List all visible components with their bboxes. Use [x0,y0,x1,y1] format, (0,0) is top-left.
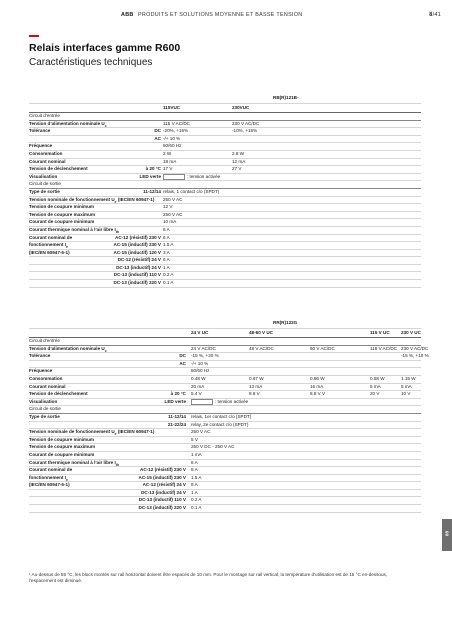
cell-value: 1 mA [191,451,202,457]
cell-value: -20%, +15% [163,128,189,134]
column-header: 115VUC [163,104,181,110]
cell-value: -10%, +15% [232,128,258,134]
spec-table-rb121b [29,94,421,288]
label-subscript: e [66,245,68,249]
table-row [29,174,421,182]
row-label [29,399,57,406]
cell-value: 8 A [191,482,198,488]
table-row [29,467,421,475]
table-row [29,204,421,212]
section-heading [29,406,421,414]
cell-value: 6 A [163,257,170,263]
row-qualifier: DC-13 (inductif) 24 V [141,489,186,495]
table-row [29,452,421,460]
row-qualifier: DC-13 (inductif) 110 V [113,272,161,278]
row-label [29,353,50,360]
table-row [29,361,421,369]
table-row [29,121,421,129]
section-tab: 08 [442,519,452,551]
row-label [29,212,95,219]
cell-value: 8.8 V [249,391,260,397]
column-header: 48-60 V UC [249,329,274,335]
column-header-row [29,329,421,339]
row-qualifier: 21-22/24 [167,421,186,427]
model-name: RB(R)121B- [273,95,299,100]
row-label [29,166,88,173]
row-qualifier: DC-13 (inductif) 24 V [116,264,161,270]
row-label [29,174,57,181]
row-label: (IEC/EN 60947-5-1) [29,482,70,488]
cell-value: 1.5 A [163,242,174,248]
label-text: Consommation [29,150,63,156]
table-row [29,345,429,354]
table-row [29,257,421,265]
row-qualifier: AC [179,360,186,366]
page-subtitle: Caractéristiques techniques [29,57,153,68]
row-qualifier: AC-12 (résistif) 230 V [115,234,161,240]
table-row [29,219,421,227]
label-text: Type de sortie [29,413,60,419]
led-cell [191,399,248,406]
label-subscript: e [114,432,117,437]
table-row [29,128,421,136]
label-text: Tension d’alimentation nominale U [29,345,105,351]
cell-value: 5 V [191,436,198,442]
table-row [29,250,421,258]
row-qualifier: AC-15 (inductif) 120 V [113,249,161,255]
cell-value: 8 A [191,459,198,465]
cell-value: 10 mA [163,219,177,225]
label-text: Type de sortie [29,188,60,194]
cell-value: relais, 1er contact c/o (SPDT) [191,413,252,419]
brand-name: ABB [121,12,134,18]
cell-value: 1 A [163,264,170,270]
cell-value: 2.8 W [232,150,244,156]
cell-value: 1 A [191,489,198,495]
model-header-row [29,94,421,104]
label-text: Tension nominale de fonctionnement U [29,196,115,202]
row-label [29,437,94,444]
cell-value: -15 %, +20 % [191,353,219,359]
row-qualifier: DC [154,128,161,134]
row-label: Courant nominal de [29,467,73,473]
cell-value: 0.67 W [249,375,264,381]
row-qualifier: AC-15 (inductif) 230 V [113,242,161,248]
cell-value: 0.48 W [191,375,206,381]
label-text-suffix: (IEC/EN 60947-1) [116,429,155,435]
table-row [29,505,421,513]
label-text-suffix: (IEC/EN 60947-1) [116,196,155,202]
cell-value: 0.1 A [163,280,174,286]
row-qualifier: LED verte [139,173,161,179]
cell-value: 10 V [401,391,411,397]
row-label [29,151,62,158]
cell-value: 27 V [232,166,242,172]
section-heading [29,181,421,189]
cell-value: 17 V [163,166,173,172]
cell-value: 0.2 A [163,272,174,278]
label-text: Tension de coupure maximum [29,444,96,450]
led-swatch [163,174,185,180]
row-qualifier: DC-13 (inductif) 110 V [138,497,186,503]
row-label [29,414,60,421]
table-row [29,265,421,273]
cell-value: 1.5 A [191,474,202,480]
cell-value: 6 A [163,234,170,240]
cell-value: 3 A [163,249,170,255]
table-row [29,460,421,468]
table-row [29,437,421,445]
cell-value: 230 V AC/DC [401,345,429,351]
row-qualifier: DC [179,353,186,359]
cell-value: 0.1 A [191,505,202,511]
table-row [29,391,421,399]
table-row [29,235,421,243]
spec-table-rr122g [29,319,429,513]
cell-value: 115 V AC/DC [163,120,190,126]
cell-value: 12 V [163,204,173,210]
table-row [29,376,421,384]
cell-value: 50/60 Hz [163,143,182,149]
cell-value: 48 V AC/DC [249,345,274,351]
table-row [29,136,421,144]
table-row [29,151,421,159]
table-row [29,197,421,205]
row-label: fonctionnement $I_e$ [29,474,68,482]
column-header-row [29,104,421,114]
table-row [29,429,421,437]
cell-value: : tension activée [215,398,249,404]
label-text: Tension d’alimentation nominale U [29,120,105,126]
label-text: Tension de coupure minimum [29,436,94,442]
table-row [29,368,421,376]
label-text: Tension nominale de fonctionnement U [29,429,115,435]
label-text: Tension de coupure minimum [29,204,94,210]
row-qualifier: AC-12 (résistif) 230 V [140,467,186,473]
model-name: RR(R)122G [273,320,298,325]
row-label [29,384,66,391]
label-text: Tension de déclenchement [29,166,88,172]
label-text: Fréquence [29,143,53,149]
column-header: 230VUC [232,104,250,110]
header-section: PRODUITS ET SOLUTIONS MOYENNE ET BASSE TENSION [138,12,303,18]
cell-value: 0.2 A [191,497,202,503]
row-qualifier: LED verte [164,398,186,404]
label-text: Courant nominal [29,158,66,164]
cell-value: 24 V AC/DC [191,345,216,351]
column-header: 230 V UC [401,329,421,335]
cell-value: 250 V AC [163,211,183,217]
label-text: Tolérance [29,353,51,359]
cell-value: 8.8 V V [310,391,326,397]
page-header [0,12,452,20]
cell-value: -/+ 10 % [163,135,181,141]
table-row [29,384,421,392]
cell-value: -/+ 10 % [191,360,209,366]
row-label [29,189,60,196]
row-label [29,376,62,383]
accent-bar [29,35,39,37]
label-text: Tension de coupure maximum [29,211,96,217]
cell-value: 6 A [163,226,170,232]
cell-value: 50/60 Hz [191,368,210,374]
row-qualifier: à 20 °C [145,166,161,172]
table-row [29,189,421,197]
led-cell [163,174,220,181]
row-qualifier: 11-12/14 [168,413,186,419]
column-header: 115 V UC [370,329,390,335]
cell-value: 8 A [191,467,198,473]
cell-value: relais, 1 contact c/o (SPDT) [163,188,220,194]
table-row [29,212,421,220]
label-subscript: th [115,229,119,234]
cell-value: 250 V AC [191,429,211,435]
cell-value: 5.4 V [191,391,202,397]
row-label: fonctionnement $I_e$ [29,242,68,249]
cell-value: 13 mA [249,383,263,389]
row-qualifier: AC-15 (inductif) 230 V [138,474,186,480]
footnote: ¹ Au-dessus de 55 °C, les blocs montés sur rail horizontal doivent être espacés de 10 mm. Pour le montage sur rail vertical, la température d’utilisation est de 15 °C en-dessous, l’espacement est diminué. [29,572,388,584]
table-row [29,159,421,167]
table-row [29,227,421,235]
cell-value: 18 mA [163,158,177,164]
label-subscript: e [66,477,68,482]
table-row [29,143,421,151]
column-header: 24 V UC [191,329,209,335]
label-subscript: c [104,348,107,353]
section-title: Circuit d’entrée [29,338,60,343]
table-row [29,353,429,361]
row-qualifier: DC-13 (inductif) 220 V [113,280,161,286]
label-text: Fréquence [29,368,53,374]
cell-value: : tension activée [187,173,221,179]
row-label [29,128,50,135]
row-label [29,204,94,211]
page-number: 8/41 [429,12,441,18]
page-title: Relais interfaces gamme R600 [29,42,181,54]
table-row [29,272,421,280]
section-heading [29,338,421,346]
row-label [29,143,52,150]
led-swatch [191,399,213,405]
section-title: Circuit de sortie [29,406,61,412]
cell-value: 250 V DC - 250 V AC [191,444,235,450]
row-qualifier: DC-13 (inductif) 220 V [138,505,186,511]
section-title: Circuit d’entrée [29,113,60,118]
row-label: Courant nominal de [29,234,73,240]
label-text: Courant thermique nominal à l’air libre I [29,459,116,465]
row-qualifier: DC-12 (résistif) 24 V [117,257,161,263]
section-heading [29,113,421,121]
label-text: Visualisation [29,173,58,179]
table-row [29,280,421,288]
cell-value: 115 V AC/DC [370,345,397,351]
row-label: (IEC/EN 60947-5-1) [29,249,70,255]
label-text: Courant de coupure minimum [29,451,95,457]
table-row [29,422,421,430]
row-qualifier: à 20 °C [170,391,186,397]
label-text: Consommation [29,375,63,381]
table-row [29,444,421,452]
cell-value: 0.58 W [370,375,385,381]
cell-value: relay, 2e contact c/o (SPDT) [191,421,249,427]
cell-value: 5 mA [370,383,381,389]
label-subscript: c [104,123,107,128]
cell-value: 2 W [163,150,172,156]
row-label [29,368,52,375]
cell-value: 250 V AC [163,196,183,202]
label-text: Courant de coupure minimum [29,219,95,225]
table-row [29,399,421,407]
table-row [29,497,421,505]
row-qualifier: AC-12 (résistif) 24 V [142,482,186,488]
section-title: Circuit de sortie [29,181,61,187]
table-row [29,414,421,422]
label-text: Courant nominal [29,383,66,389]
row-qualifier: AC [154,135,161,141]
table-row [29,475,421,483]
cell-value: 16 mA [310,383,324,389]
table-row [29,490,421,498]
table-row [29,482,421,490]
cell-value: 20 mA [191,383,205,389]
cell-value: 0.96 W [310,375,325,381]
label-text: Visualisation [29,398,58,404]
cell-value: -15 %, +10 % [401,353,429,359]
cell-value: 1.15 W [401,375,416,381]
cell-value: 5 mA [401,383,412,389]
row-label [29,391,88,398]
cell-value: 12 mA [232,158,246,164]
label-text: Tension de déclenchement [29,391,88,397]
row-label [29,159,66,166]
row-label [29,219,94,226]
row-label [29,452,94,459]
row-qualifier: 11-12/14 [143,188,161,194]
table-row [29,166,421,174]
label-subscript: th [115,462,119,467]
table-row [29,242,421,250]
label-subscript: e [114,199,117,204]
cell-value: 230 V AC/DC [232,120,260,126]
model-header-row [29,319,421,329]
label-text: Tolérance [29,128,51,134]
label-text: Courant thermique nominal à l’air libre I [29,226,116,232]
cell-value: 20 V [370,391,380,397]
row-label [29,444,95,451]
cell-value: 60 V AC/DC [310,345,335,351]
